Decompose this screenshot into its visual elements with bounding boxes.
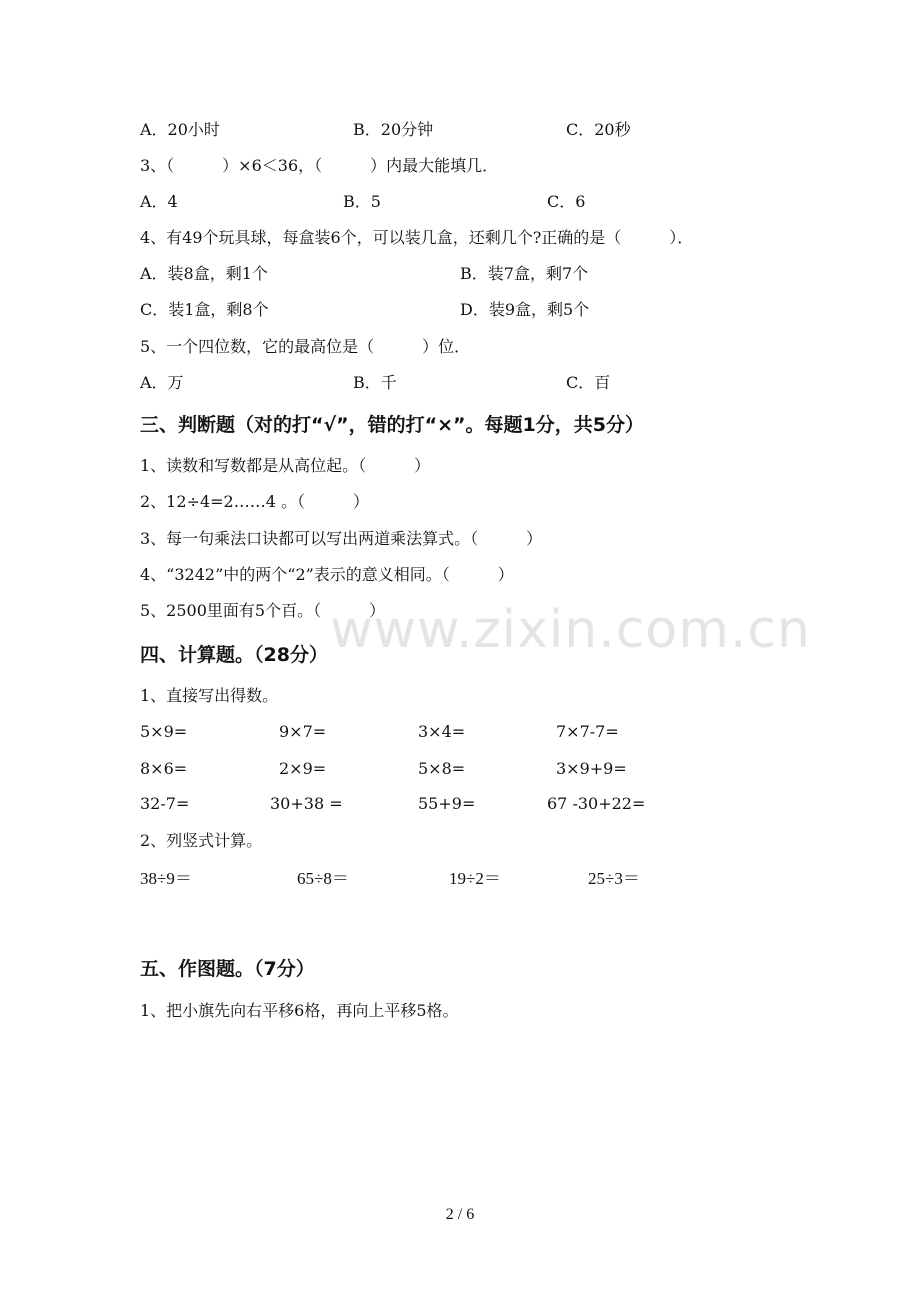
section-3-title: 三、判断题（对的打“√”，错的打“×”。每题1分，共5分） bbox=[140, 414, 644, 436]
judgement-item: 2、12÷4=2……4 。（ ） bbox=[140, 492, 369, 511]
option-d: D．装9盒，剩5个 bbox=[460, 300, 590, 319]
question-3: 3、（ ）×6＜36，（ ）内最大能填几． bbox=[140, 156, 499, 175]
subquestion-2: 2、列竖式计算。 bbox=[140, 831, 263, 850]
oral-calc: 30+38 = bbox=[270, 794, 343, 813]
oral-calc: 32-7= bbox=[140, 794, 190, 813]
option-c: C．6 bbox=[547, 192, 586, 211]
question-4: 4、有49个玩具球，每盒装6个，可以装几盒，还剩几个?正确的是（ ）． bbox=[140, 228, 694, 247]
watermark: www.zixin.com.cn bbox=[330, 600, 811, 660]
section-5-title: 五、作图题。（7分） bbox=[140, 958, 315, 980]
option-b: B．装7盒，剩7个 bbox=[460, 264, 589, 283]
option-a: A．装8盒，剩1个 bbox=[140, 264, 268, 283]
vertical-calc: 25÷3＝ bbox=[588, 869, 640, 888]
vertical-calc: 65÷8＝ bbox=[297, 869, 349, 888]
option-a: A．万 bbox=[140, 373, 184, 392]
judgement-item: 3、每一句乘法口诀都可以写出两道乘法算式。（ ） bbox=[140, 529, 543, 548]
oral-calc: 2×9= bbox=[279, 759, 327, 778]
page-number: 2 / 6 bbox=[445, 1206, 475, 1223]
oral-calc: 5×9= bbox=[140, 722, 188, 741]
vertical-calc: 38÷9＝ bbox=[140, 869, 192, 888]
option-b: B．20分钟 bbox=[353, 120, 434, 139]
oral-calc: 5×8= bbox=[418, 759, 466, 778]
option-c: C．装1盒，剩8个 bbox=[140, 300, 269, 319]
oral-calc: 55+9= bbox=[418, 794, 476, 813]
question-5: 5、一个四位数，它的最高位是（ ）位． bbox=[140, 337, 471, 356]
option-b: B．千 bbox=[353, 373, 397, 392]
option-a: A．20小时 bbox=[140, 120, 220, 139]
judgement-item: 4、“3242”中的两个“2”表示的意义相同。（ ） bbox=[140, 565, 514, 584]
section-4-title: 四、计算题。（28分） bbox=[140, 644, 328, 666]
oral-calc: 3×9+9= bbox=[556, 759, 627, 778]
oral-calc: 8×6= bbox=[140, 759, 188, 778]
judgement-item: 1、读数和写数都是从高位起。（ ） bbox=[140, 456, 431, 475]
oral-calc: 9×7= bbox=[279, 722, 327, 741]
drawing-question: 1、把小旗先向右平移6格，再向上平移5格。 bbox=[140, 1001, 459, 1020]
option-c: C．百 bbox=[566, 373, 611, 392]
oral-calc: 7×7-7= bbox=[556, 722, 619, 741]
option-b: B．5 bbox=[343, 192, 381, 211]
oral-calc: 67 -30+22= bbox=[547, 794, 646, 813]
vertical-calc: 19÷2＝ bbox=[449, 869, 501, 888]
subquestion-1: 1、直接写出得数。 bbox=[140, 686, 279, 705]
judgement-item: 5、2500里面有5个百。（ ） bbox=[140, 601, 386, 620]
oral-calc: 3×4= bbox=[418, 722, 466, 741]
option-c: C．20秒 bbox=[566, 120, 631, 139]
option-a: A．4 bbox=[140, 192, 178, 211]
